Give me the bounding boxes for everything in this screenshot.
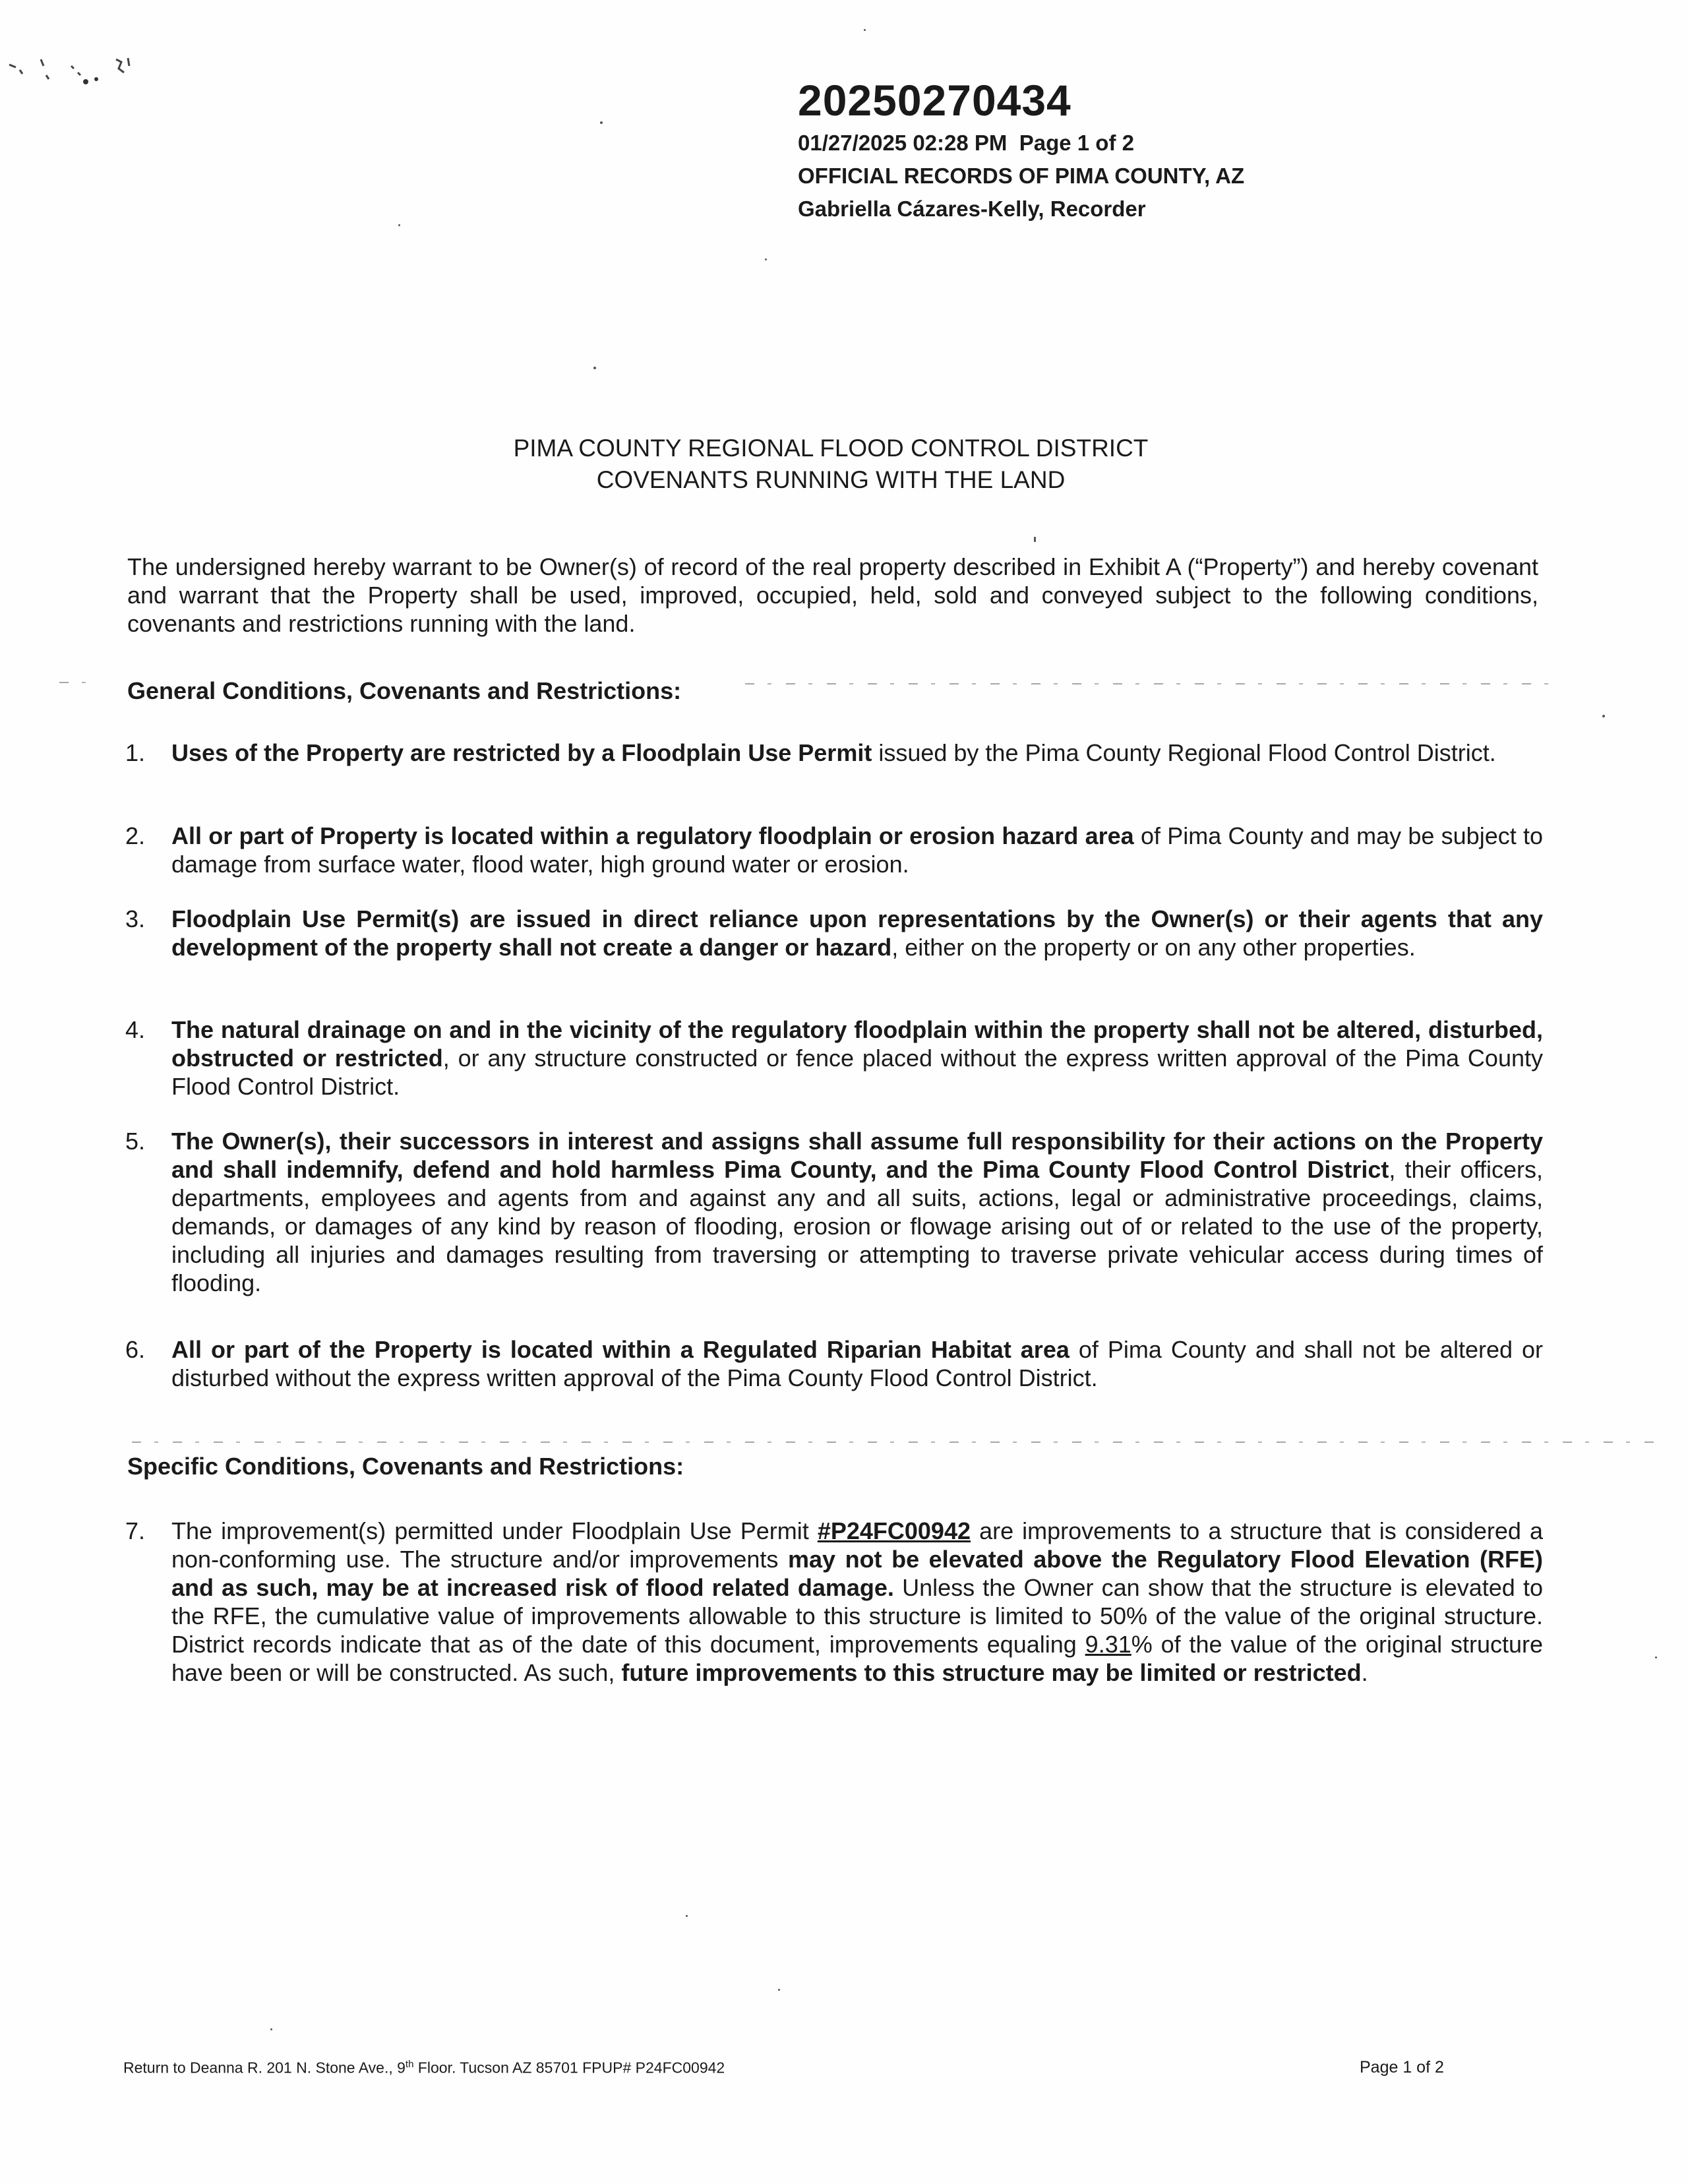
recording-stamp: [798, 74, 1244, 226]
item-text: [171, 905, 1543, 961]
scan-speck: [600, 121, 603, 124]
scan-speck: [1034, 537, 1036, 542]
item-text-a: The improvement(s) permitted under Floodplain Use Permit: [171, 1517, 818, 1544]
item-rest-text: of Pima County and shall not be altered or disturbed without the express written approval of the Pima County Flood Control District.: [171, 1336, 1543, 1391]
scan-speck: [686, 1915, 688, 1917]
item-rest-text: , or any structure constructed or fence placed without the express written approval of the Pima County Flood Control District.: [171, 1045, 1543, 1100]
return-address-sup: th: [405, 2059, 414, 2070]
item-number: 5.: [125, 1128, 146, 1155]
item-text-b: are improvements to a structure that is considered a non-conforming use. The structure and/or improvements: [171, 1517, 1543, 1573]
permit-number: #P24FC00942: [817, 1517, 971, 1544]
scan-speck: [1655, 1656, 1657, 1658]
return-address-a: Return to Deanna R. 201 N. Stone Ave., 9: [123, 2059, 406, 2077]
item-bold-text: The natural drainage on and in the vicinity of the regulatory floodplain within the property shall not be altered, disturbed, obstructed or restricted: [171, 1016, 1543, 1072]
return-address-b: Floor. Tucson AZ 85701 FPUP# P24FC00942: [413, 2059, 725, 2077]
document-number: 20250270434: [798, 76, 1071, 125]
scan-line-artifact: [132, 1441, 1662, 1443]
item-bold-text: All or part of Property is located within a regulatory floodplain or erosion hazard area: [171, 822, 1134, 849]
item-text: [171, 1016, 1543, 1101]
item-bold-text: All or part of the Property is located within a Regulated Riparian Habitat area: [171, 1336, 1070, 1363]
item-rest-text: , their officers, departments, employees and agents from and against any and all suits, actions, legal or administrative proceedings, claims, demands, or damages of any kind by reason of flooding, erosion or flowage arising out of or related to the use of the property, including all injuries and damages resulting from traversing or attempting to traverse private vehicular access during times of flooding.: [171, 1156, 1544, 1296]
scan-line-artifact: [59, 682, 86, 683]
recorder-name: Gabriella Cázares-Kelly, Recorder: [798, 197, 1146, 221]
item-text: [171, 1127, 1543, 1297]
document-title: [0, 433, 1662, 496]
intro-paragraph: The undersigned hereby warrant to be Owner(s) of record of the real property described in Exhibit A (“Property”) and hereby covenant and warrant that the Property shall be used, improved, occupied, held, sold and conveyed subject to the following conditions, covenants and restrictions running with the land.: [127, 553, 1538, 637]
elevation-warning: may not be elevated above the Regulatory Flood Elevation (RFE) and as such, may be at increased risk of flood related damage.: [171, 1546, 1543, 1601]
item-number: 3.: [125, 905, 146, 932]
item-text-e: .: [1361, 1659, 1368, 1686]
item-number: 4.: [125, 1016, 146, 1043]
item-number: 1.: [125, 739, 146, 766]
item-number: 7.: [125, 1517, 146, 1544]
recording-office: OFFICIAL RECORDS OF PIMA COUNTY, AZ: [798, 164, 1245, 188]
item-text: [171, 1517, 1543, 1687]
item-bold-text: Uses of the Property are restricted by a Floodplain Use Permit: [171, 739, 872, 766]
item-number: 2.: [125, 822, 146, 849]
improvement-percent: 9.31: [1085, 1631, 1131, 1658]
recording-datetime: 01/27/2025 02:28 PM Page 1 of 2: [798, 131, 1134, 155]
scan-speck: [270, 2028, 272, 2030]
scan-speck: [398, 224, 400, 226]
item-rest-text: of Pima County and may be subject to damage from surface water, flood water, high ground water or erosion.: [171, 822, 1543, 878]
condition-item-2: [125, 822, 1543, 878]
return-address-footer: [123, 2055, 725, 2078]
title-line-1: PIMA COUNTY REGIONAL FLOOD CONTROL DISTRICT: [513, 435, 1149, 462]
item-text-d: % of the value of the original structure have been or will be constructed. As such,: [171, 1631, 1543, 1686]
title-line-2: COVENANTS RUNNING WITH THE LAND: [596, 466, 1066, 493]
scan-speck: [778, 1989, 780, 1991]
item-rest-text: issued by the Pima County Regional Flood Control District.: [872, 739, 1496, 766]
condition-item-1: [125, 739, 1543, 767]
page-number-footer: Page 1 of 2: [1360, 2058, 1444, 2077]
condition-item-6: [125, 1335, 1543, 1392]
scan-speck: [593, 367, 596, 369]
scan-line-artifact: [745, 683, 1563, 684]
specific-conditions-heading: Specific Conditions, Covenants and Restrictions:: [127, 1453, 684, 1480]
item-rest-text: , either on the property or on any other properties.: [891, 934, 1416, 961]
scan-speck: [864, 29, 866, 31]
item-text: [171, 1335, 1543, 1392]
future-improvements-warning: future improvements to this structure may be limited or restricted: [621, 1659, 1362, 1686]
scan-speck: [765, 258, 767, 260]
item-text: [171, 822, 1543, 878]
condition-item-5: [125, 1127, 1543, 1297]
item-number: 6.: [125, 1336, 146, 1363]
condition-item-4: [125, 1016, 1543, 1101]
item-bold-text: The Owner(s), their successors in interest and assigns shall assume full responsibility for their actions on the Property and shall indemnify, defend and hold harmless Pima County, and the Pima County Flood Control District: [171, 1128, 1543, 1183]
item-bold-text: Floodplain Use Permit(s) are issued in direct reliance upon representations by the Owner(s) or their agents that any development of the property shall not create a danger or hazard: [171, 905, 1543, 961]
item-text-c: Unless the Owner can show that the structure is elevated to the RFE, the cumulative value of improvements allowable to this structure is limited to 50% of the value of the original structure. District records indicate that as of the date of this document, improvements equaling: [171, 1574, 1543, 1658]
scan-speck: [1602, 715, 1605, 717]
scan-artifact-marks: [0, 26, 145, 106]
condition-item-7: [125, 1517, 1543, 1687]
condition-item-3: [125, 905, 1543, 961]
general-conditions-heading: General Conditions, Covenants and Restrictions:: [127, 677, 682, 704]
item-text: [171, 739, 1543, 767]
